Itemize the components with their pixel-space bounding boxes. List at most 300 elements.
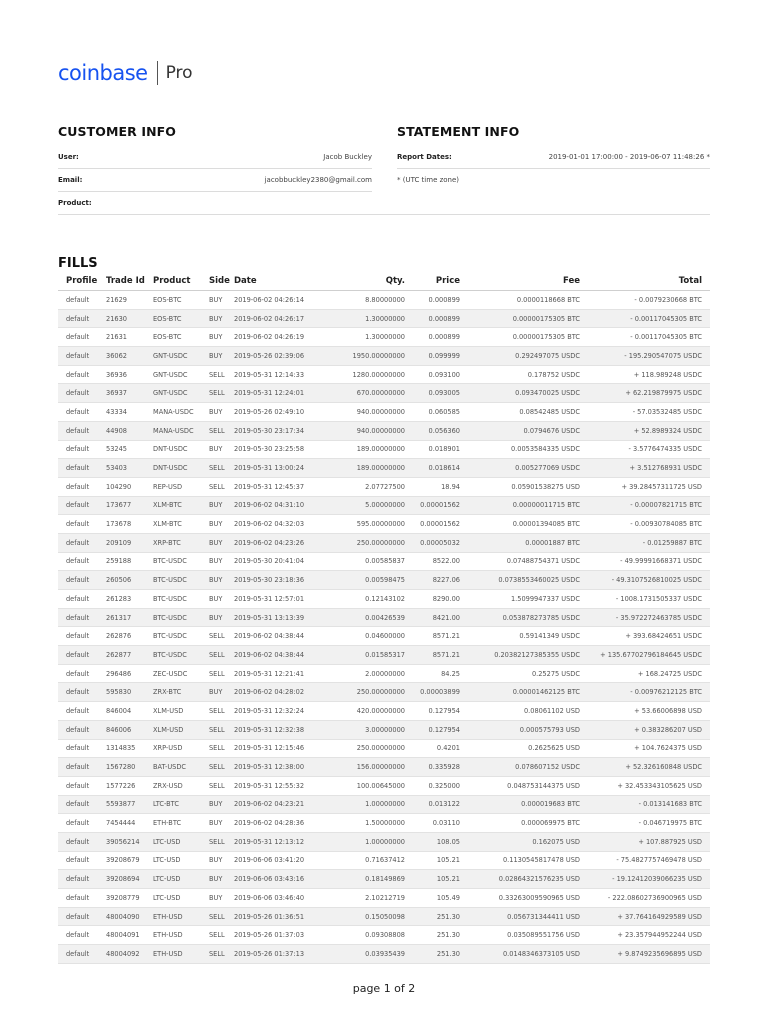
cell-price: 0.060585 [407, 403, 462, 422]
cell-fee: 0.078607152 USDC [462, 758, 582, 777]
cell-side: BUY [207, 552, 232, 571]
cell-profile: default [58, 832, 104, 851]
product-label: Product: [58, 199, 92, 207]
table-row [58, 291, 710, 310]
cell-qty: 1.30000000 [322, 328, 407, 347]
cell-price: 0.000899 [407, 328, 462, 347]
cell-side: SELL [207, 664, 232, 683]
table-row [58, 907, 710, 926]
cell-price: 8227.06 [407, 571, 462, 590]
cell-fee: 0.33263009590965 USD [462, 889, 582, 908]
cell-fee: 0.08542485 USDC [462, 403, 582, 422]
cell-trade-id: 39208779 [104, 889, 151, 908]
cell-product: EOS-BTC [151, 309, 207, 328]
cell-side: BUY [207, 533, 232, 552]
cell-total: - 0.013141683 BTC [582, 795, 710, 814]
cell-price: 0.000899 [407, 291, 462, 310]
cell-date: 2019-06-02 04:32:03 [232, 515, 322, 534]
cell-trade-id: 1314835 [104, 739, 151, 758]
statement-info-row-dates [397, 146, 710, 169]
cell-side: BUY [207, 328, 232, 347]
cell-date: 2019-05-31 13:13:39 [232, 608, 322, 627]
table-row [58, 889, 710, 908]
cell-price: 251.30 [407, 907, 462, 926]
cell-date: 2019-06-06 03:41:20 [232, 851, 322, 870]
cell-fee: 0.035089551756 USD [462, 926, 582, 945]
cell-product: XLM-USD [151, 720, 207, 739]
fills-body [58, 291, 710, 964]
cell-product: EOS-BTC [151, 291, 207, 310]
cell-qty: 3.00000000 [322, 720, 407, 739]
cell-side: SELL [207, 384, 232, 403]
coinbase-pro-logo [58, 58, 193, 88]
cell-profile: default [58, 365, 104, 384]
cell-profile: default [58, 683, 104, 702]
cell-side: BUY [207, 403, 232, 422]
cell-fee: 0.1130545817478 USD [462, 851, 582, 870]
cell-fee: 0.0148346373105 USD [462, 945, 582, 964]
cell-qty: 0.00598475 [322, 571, 407, 590]
cell-qty: 1.00000000 [322, 832, 407, 851]
cell-price: 0.03110 [407, 814, 462, 833]
cell-trade-id: 48004090 [104, 907, 151, 926]
cell-fee: 0.02864321576235 USD [462, 870, 582, 889]
table-row [58, 384, 710, 403]
table-row [58, 664, 710, 683]
email-label: Email: [58, 176, 83, 184]
cell-profile: default [58, 571, 104, 590]
cell-total: + 393.68424651 USDC [582, 627, 710, 646]
cell-qty: 250.00000000 [322, 683, 407, 702]
cell-qty: 595.00000000 [322, 515, 407, 534]
cell-fee: 0.000575793 USD [462, 720, 582, 739]
customer-info-title: CUSTOMER INFO [58, 124, 177, 139]
logo-divider [157, 61, 158, 85]
cell-product: GNT-USDC [151, 347, 207, 366]
cell-fee: 0.00001887 BTC [462, 533, 582, 552]
cell-price: 8421.00 [407, 608, 462, 627]
cell-fee: 1.5099947337 USDC [462, 590, 582, 609]
cell-side: BUY [207, 515, 232, 534]
cell-product: XLM-USD [151, 702, 207, 721]
cell-profile: default [58, 459, 104, 478]
cell-qty: 0.71637412 [322, 851, 407, 870]
cell-trade-id: 21629 [104, 291, 151, 310]
cell-date: 2019-05-26 01:36:51 [232, 907, 322, 926]
cell-product: LTC-BTC [151, 795, 207, 814]
fills-table [58, 272, 710, 964]
col-total: Total [582, 272, 710, 291]
cell-fee: 0.0053584335 USDC [462, 440, 582, 459]
cell-profile: default [58, 776, 104, 795]
col-product: Product [151, 272, 207, 291]
cell-trade-id: 44908 [104, 421, 151, 440]
logo-brand: coinbase [58, 61, 148, 85]
cell-fee: 0.59141349 USDC [462, 627, 582, 646]
cell-side: SELL [207, 720, 232, 739]
cell-profile: default [58, 421, 104, 440]
cell-date: 2019-05-26 01:37:13 [232, 945, 322, 964]
cell-side: BUY [207, 309, 232, 328]
cell-qty: 1.00000000 [322, 795, 407, 814]
cell-trade-id: 39056214 [104, 832, 151, 851]
cell-fee: 0.178752 USDC [462, 365, 582, 384]
cell-qty: 1.30000000 [322, 309, 407, 328]
cell-trade-id: 48004091 [104, 926, 151, 945]
table-row [58, 720, 710, 739]
cell-side: SELL [207, 776, 232, 795]
cell-fee: 0.0000118668 BTC [462, 291, 582, 310]
col-fee: Fee [462, 272, 582, 291]
table-row [58, 496, 710, 515]
cell-date: 2019-06-02 04:38:44 [232, 646, 322, 665]
cell-qty: 8.80000000 [322, 291, 407, 310]
cell-qty: 0.15050098 [322, 907, 407, 926]
customer-info-row-user [58, 146, 372, 169]
table-row [58, 328, 710, 347]
table-row [58, 440, 710, 459]
cell-date: 2019-06-02 04:38:44 [232, 627, 322, 646]
cell-qty: 5.00000000 [322, 496, 407, 515]
cell-product: LTC-USD [151, 832, 207, 851]
cell-profile: default [58, 907, 104, 926]
cell-qty: 2.10212719 [322, 889, 407, 908]
cell-date: 2019-06-06 03:46:40 [232, 889, 322, 908]
table-row [58, 421, 710, 440]
table-row [58, 365, 710, 384]
table-row [58, 945, 710, 964]
cell-product: BTC-USDC [151, 646, 207, 665]
table-row [58, 627, 710, 646]
cell-total: - 0.00117045305 BTC [582, 328, 710, 347]
cell-total: - 195.290547075 USDC [582, 347, 710, 366]
cell-trade-id: 595830 [104, 683, 151, 702]
cell-total: + 9.8749235696895 USD [582, 945, 710, 964]
cell-total: - 0.0079230668 BTC [582, 291, 710, 310]
cell-total: - 0.046719975 BTC [582, 814, 710, 833]
cell-product: ZRX-BTC [151, 683, 207, 702]
cell-price: 105.21 [407, 870, 462, 889]
cell-product: LTC-USD [151, 889, 207, 908]
cell-total: - 75.4827757469478 USD [582, 851, 710, 870]
cell-date: 2019-05-31 12:24:01 [232, 384, 322, 403]
table-row [58, 739, 710, 758]
cell-date: 2019-05-30 20:41:04 [232, 552, 322, 571]
cell-product: ZEC-USDC [151, 664, 207, 683]
cell-qty: 0.04600000 [322, 627, 407, 646]
cell-price: 0.00001562 [407, 496, 462, 515]
cell-product: GNT-USDC [151, 365, 207, 384]
cell-date: 2019-05-30 23:25:58 [232, 440, 322, 459]
cell-side: SELL [207, 907, 232, 926]
cell-total: + 37.764164929589 USD [582, 907, 710, 926]
cell-total: + 39.28457311725 USD [582, 477, 710, 496]
cell-trade-id: 260506 [104, 571, 151, 590]
table-row [58, 814, 710, 833]
cell-price: 0.00005032 [407, 533, 462, 552]
cell-profile: default [58, 533, 104, 552]
table-row [58, 459, 710, 478]
col-date: Date [232, 272, 322, 291]
cell-side: SELL [207, 702, 232, 721]
cell-qty: 420.00000000 [322, 702, 407, 721]
cell-total: - 57.03532485 USDC [582, 403, 710, 422]
cell-product: BTC-USDC [151, 571, 207, 590]
cell-fee: 0.000019683 BTC [462, 795, 582, 814]
cell-total: - 19.12412039066235 USD [582, 870, 710, 889]
cell-product: XLM-BTC [151, 496, 207, 515]
table-row [58, 795, 710, 814]
cell-date: 2019-05-31 12:32:24 [232, 702, 322, 721]
cell-price: 0.000899 [407, 309, 462, 328]
statement-info-title: STATEMENT INFO [397, 124, 520, 139]
cell-price: 108.05 [407, 832, 462, 851]
cell-product: ZRX-USD [151, 776, 207, 795]
table-row [58, 608, 710, 627]
cell-profile: default [58, 814, 104, 833]
cell-profile: default [58, 309, 104, 328]
cell-profile: default [58, 720, 104, 739]
cell-product: BTC-USDC [151, 608, 207, 627]
cell-product: ETH-USD [151, 945, 207, 964]
cell-trade-id: 1567280 [104, 758, 151, 777]
cell-trade-id: 1577226 [104, 776, 151, 795]
cell-profile: default [58, 477, 104, 496]
cell-date: 2019-06-02 04:23:21 [232, 795, 322, 814]
cell-side: SELL [207, 627, 232, 646]
report-dates-label: Report Dates: [397, 153, 452, 161]
cell-product: EOS-BTC [151, 328, 207, 347]
cell-product: REP-USD [151, 477, 207, 496]
cell-trade-id: 173677 [104, 496, 151, 515]
cell-qty: 250.00000000 [322, 739, 407, 758]
cell-date: 2019-06-02 04:31:10 [232, 496, 322, 515]
col-profile: Profile [58, 272, 104, 291]
table-row [58, 571, 710, 590]
utc-note: * (UTC time zone) [397, 176, 460, 184]
table-row [58, 477, 710, 496]
cell-side: SELL [207, 421, 232, 440]
cell-total: - 0.00976212125 BTC [582, 683, 710, 702]
cell-side: BUY [207, 608, 232, 627]
cell-total: + 104.7624375 USD [582, 739, 710, 758]
cell-trade-id: 36936 [104, 365, 151, 384]
cell-total: - 0.00930784085 BTC [582, 515, 710, 534]
cell-price: 0.093005 [407, 384, 462, 403]
cell-total: - 0.00117045305 BTC [582, 309, 710, 328]
cell-side: BUY [207, 683, 232, 702]
cell-total: - 35.972272463785 USDC [582, 608, 710, 627]
cell-side: SELL [207, 758, 232, 777]
cell-product: ETH-BTC [151, 814, 207, 833]
cell-fee: 0.0738553460025 USDC [462, 571, 582, 590]
cell-fee: 0.20382127385355 USDC [462, 646, 582, 665]
table-row [58, 926, 710, 945]
table-row [58, 851, 710, 870]
user-label: User: [58, 153, 79, 161]
cell-qty: 0.09308808 [322, 926, 407, 945]
cell-side: SELL [207, 926, 232, 945]
cell-product: MANA-USDC [151, 403, 207, 422]
cell-fee: 0.0000017530​5 BTC [462, 309, 582, 328]
cell-price: 105.49 [407, 889, 462, 908]
cell-product: GNT-USDC [151, 384, 207, 403]
cell-price: 251.30 [407, 945, 462, 964]
cell-date: 2019-05-31 12:13:12 [232, 832, 322, 851]
col-qty: Qty. [322, 272, 407, 291]
cell-trade-id: 53403 [104, 459, 151, 478]
cell-date: 2019-05-26 01:37:03 [232, 926, 322, 945]
cell-trade-id: 53245 [104, 440, 151, 459]
cell-fee: 0.005277069 USDC [462, 459, 582, 478]
cell-trade-id: 36062 [104, 347, 151, 366]
col-price: Price [407, 272, 462, 291]
fills-title: FILLS [58, 256, 98, 271]
cell-date: 2019-05-31 12:55:32 [232, 776, 322, 795]
cell-qty: 940.00000000 [322, 403, 407, 422]
cell-product: MANA-USDC [151, 421, 207, 440]
cell-total: + 0.383286207 USD [582, 720, 710, 739]
cell-date: 2019-06-02 04:26:14 [232, 291, 322, 310]
cell-side: BUY [207, 347, 232, 366]
customer-info-row-email [58, 169, 372, 192]
table-row [58, 403, 710, 422]
cell-product: ETH-USD [151, 926, 207, 945]
cell-profile: default [58, 328, 104, 347]
cell-trade-id: 173678 [104, 515, 151, 534]
cell-total: + 23.357944952244 USD [582, 926, 710, 945]
table-row [58, 515, 710, 534]
cell-trade-id: 48004092 [104, 945, 151, 964]
cell-fee: 0.162075 USD [462, 832, 582, 851]
cell-date: 2019-06-02 04:26:19 [232, 328, 322, 347]
cell-total: - 0.00007821715 BTC [582, 496, 710, 515]
cell-product: BAT-USDC [151, 758, 207, 777]
table-row [58, 309, 710, 328]
cell-qty: 2.00000000 [322, 664, 407, 683]
user-value: Jacob Buckley [323, 153, 372, 161]
cell-qty: 189.00000000 [322, 459, 407, 478]
cell-side: SELL [207, 477, 232, 496]
cell-total: + 53.66006898 USD [582, 702, 710, 721]
cell-product: LTC-USD [151, 870, 207, 889]
cell-profile: default [58, 758, 104, 777]
cell-date: 2019-06-02 04:28:36 [232, 814, 322, 833]
cell-profile: default [58, 795, 104, 814]
cell-fee: 0.053878273785 USDC [462, 608, 582, 627]
cell-date: 2019-05-31 12:38:00 [232, 758, 322, 777]
cell-qty: 2.07727500 [322, 477, 407, 496]
cell-trade-id: 209109 [104, 533, 151, 552]
table-row [58, 646, 710, 665]
cell-profile: default [58, 889, 104, 908]
cell-product: ETH-USD [151, 907, 207, 926]
cell-date: 2019-05-31 12:57:01 [232, 590, 322, 609]
cell-trade-id: 846006 [104, 720, 151, 739]
cell-side: SELL [207, 739, 232, 758]
cell-profile: default [58, 403, 104, 422]
cell-fee: 0.08061102 USD [462, 702, 582, 721]
cell-profile: default [58, 926, 104, 945]
cell-total: + 168.24725 USDC [582, 664, 710, 683]
cell-date: 2019-05-30 23:18:36 [232, 571, 322, 590]
cell-profile: default [58, 945, 104, 964]
cell-price: 0.127954 [407, 720, 462, 739]
cell-trade-id: 262876 [104, 627, 151, 646]
cell-price: 0.013122 [407, 795, 462, 814]
cell-qty: 940.00000000 [322, 421, 407, 440]
table-row [58, 347, 710, 366]
cell-product: BTC-USDC [151, 590, 207, 609]
cell-total: + 32.453343105625 USD [582, 776, 710, 795]
cell-side: SELL [207, 646, 232, 665]
cell-side: SELL [207, 832, 232, 851]
cell-total: - 49.99991668371 USDC [582, 552, 710, 571]
cell-total: - 3.5776474335 USDC [582, 440, 710, 459]
cell-profile: default [58, 646, 104, 665]
cell-profile: default [58, 496, 104, 515]
cell-product: DNT-USDC [151, 440, 207, 459]
cell-fee: 0.05901538275 USD [462, 477, 582, 496]
cell-side: BUY [207, 496, 232, 515]
cell-profile: default [58, 702, 104, 721]
cell-fee: 0.00000011715 BTC [462, 496, 582, 515]
table-row [58, 870, 710, 889]
cell-total: + 52.8989324 USDC [582, 421, 710, 440]
cell-price: 0.00003899 [407, 683, 462, 702]
cell-fee: 0.00001462125 BTC [462, 683, 582, 702]
cell-trade-id: 7454444 [104, 814, 151, 833]
cell-date: 2019-05-26 02:39:06 [232, 347, 322, 366]
cell-fee: 0.00001394085 BTC [462, 515, 582, 534]
cell-side: SELL [207, 945, 232, 964]
cell-side: BUY [207, 851, 232, 870]
cell-total: + 107.887925 USD [582, 832, 710, 851]
cell-profile: default [58, 440, 104, 459]
cell-product: LTC-USD [151, 851, 207, 870]
cell-side: SELL [207, 459, 232, 478]
report-dates-value: 2019-01-01 17:00:00 - 2019-06-07 11:48:26 * [548, 153, 710, 161]
cell-price: 0.335928 [407, 758, 462, 777]
cell-side: BUY [207, 440, 232, 459]
cell-qty: 189.00000000 [322, 440, 407, 459]
cell-trade-id: 259188 [104, 552, 151, 571]
cell-fee: 0.0794676 USDC [462, 421, 582, 440]
cell-price: 8290.00 [407, 590, 462, 609]
cell-profile: default [58, 552, 104, 571]
cell-profile: default [58, 627, 104, 646]
cell-date: 2019-05-30 23:17:34 [232, 421, 322, 440]
cell-qty: 1.50000000 [322, 814, 407, 833]
cell-trade-id: 39208679 [104, 851, 151, 870]
cell-profile: default [58, 608, 104, 627]
cell-profile: default [58, 664, 104, 683]
cell-date: 2019-06-02 04:28:02 [232, 683, 322, 702]
cell-trade-id: 39208694 [104, 870, 151, 889]
cell-date: 2019-06-06 03:43:16 [232, 870, 322, 889]
table-row [58, 702, 710, 721]
cell-trade-id: 104290 [104, 477, 151, 496]
cell-profile: default [58, 851, 104, 870]
cell-trade-id: 21630 [104, 309, 151, 328]
cell-qty: 1950.00000000 [322, 347, 407, 366]
cell-price: 8522.00 [407, 552, 462, 571]
cell-date: 2019-05-31 12:45:37 [232, 477, 322, 496]
cell-profile: default [58, 739, 104, 758]
cell-fee: 0.048753144375 USD [462, 776, 582, 795]
cell-side: BUY [207, 291, 232, 310]
cell-date: 2019-05-31 12:14:33 [232, 365, 322, 384]
